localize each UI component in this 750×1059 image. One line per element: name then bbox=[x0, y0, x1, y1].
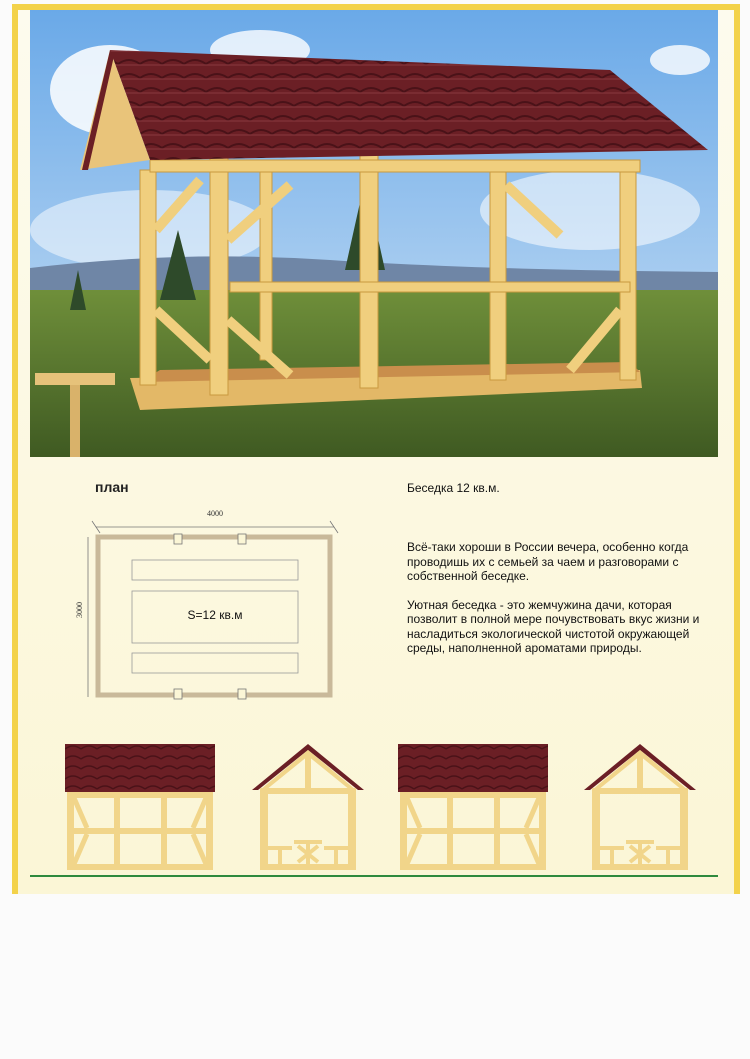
page-left-stripe bbox=[12, 4, 18, 894]
plan-height-label: 3000 bbox=[75, 602, 84, 618]
gazebo-caption: Беседка 12 кв.м. bbox=[407, 481, 500, 495]
front-elevation-2 bbox=[582, 740, 698, 877]
footer-line bbox=[30, 875, 718, 877]
plan-title: план bbox=[95, 479, 129, 495]
front-elevation-1 bbox=[250, 740, 366, 877]
plan-width-label: 4000 bbox=[207, 509, 223, 518]
plan-bench-bottom bbox=[132, 653, 298, 673]
description-paragraph-2: Уютная беседка - это жемчужина дачи, которая позволит в полной мере почувствовать вкус жизни и насладиться экологической чистотой окружающей среды, наполненной ароматами природы. bbox=[407, 597, 700, 655]
description-paragraph-1: Всё-таки хороши в России вечера, особенно когда проводишь их с семьей за чаем и разговорами с собственной беседке. bbox=[407, 540, 689, 583]
plan-area-label: S=12 кв.м bbox=[187, 608, 243, 622]
gazebo-photo bbox=[30, 10, 718, 457]
plan-bench-top bbox=[132, 560, 298, 580]
floor-plan bbox=[72, 505, 342, 710]
side-elevation-1 bbox=[65, 740, 217, 877]
description bbox=[407, 540, 707, 670]
page-right-stripe bbox=[734, 4, 740, 894]
side-elevation-2 bbox=[398, 740, 550, 877]
